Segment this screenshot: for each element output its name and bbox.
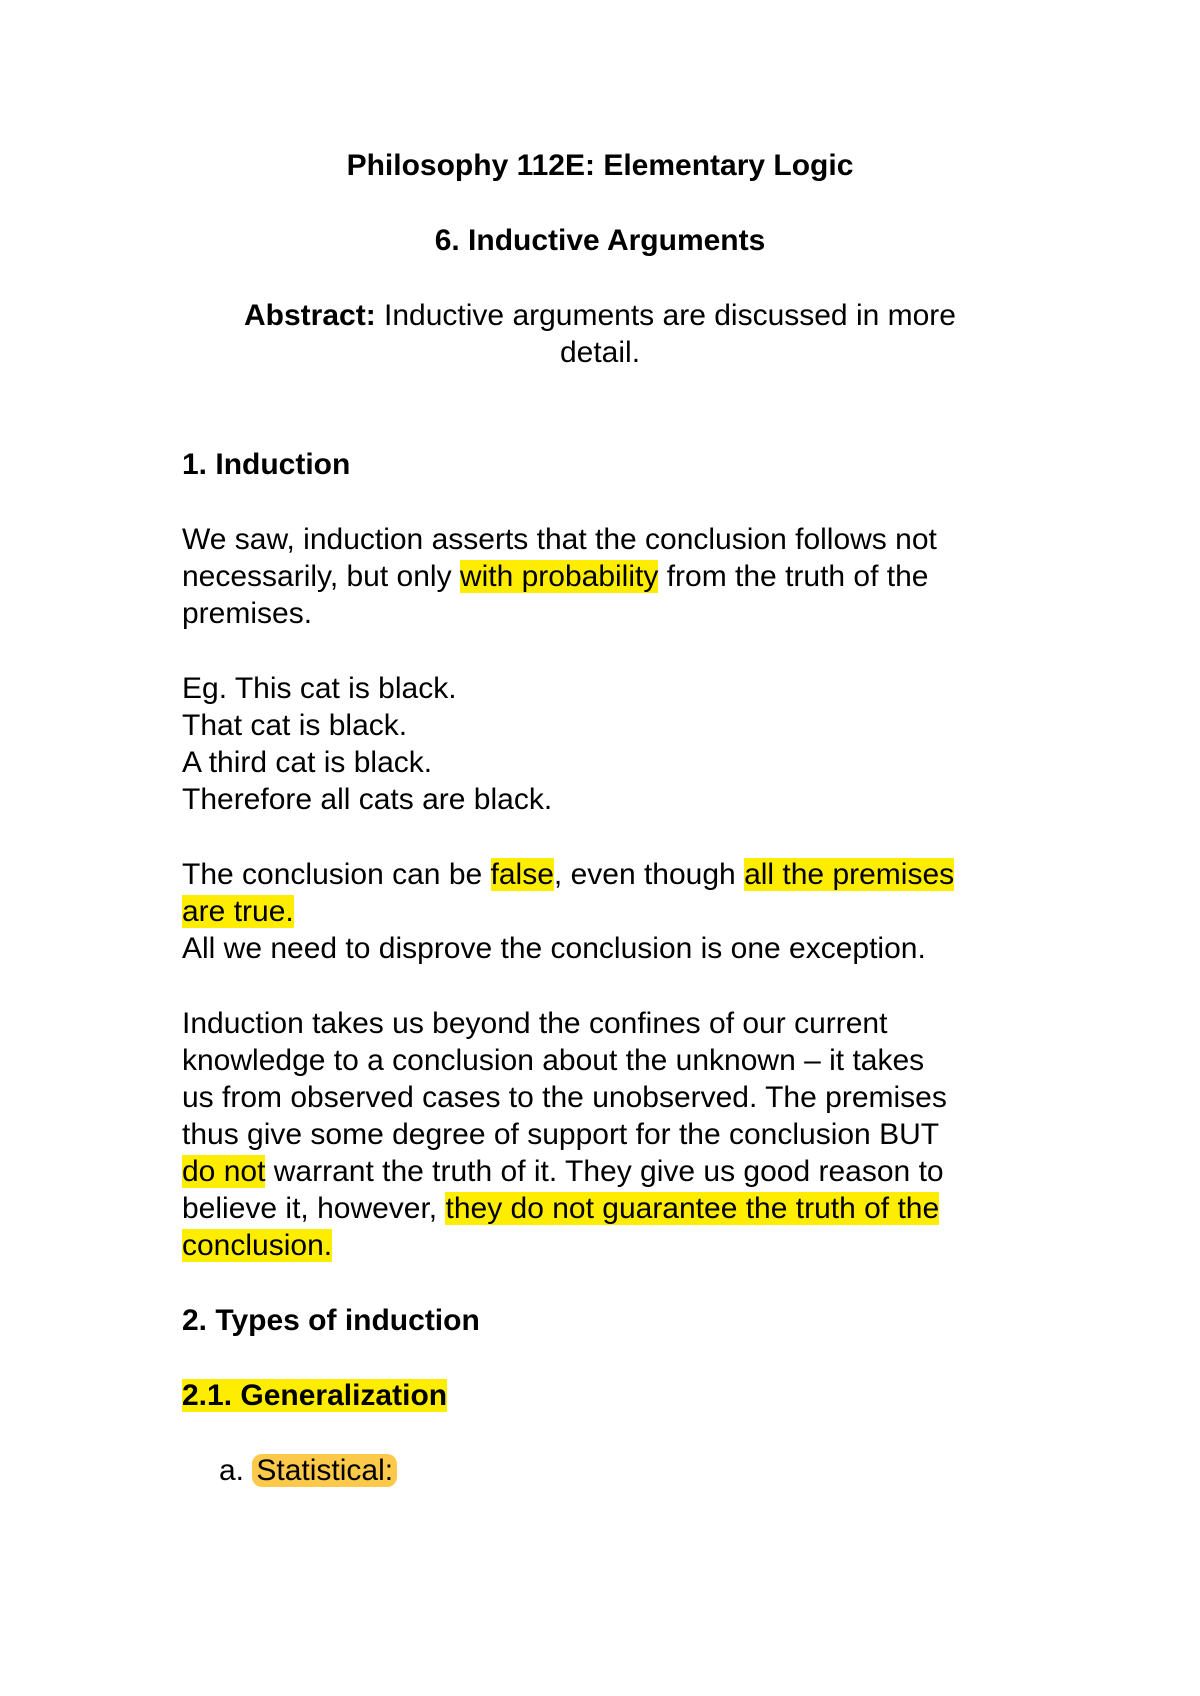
subsection-heading-generalization bbox=[182, 1377, 447, 1414]
text-run: warrant the truth of it. They give us good reason to bbox=[265, 1155, 944, 1188]
highlight-with-probability: with probability bbox=[459, 560, 659, 593]
paragraph-line: thus give some degree of support for the conclusion BUT bbox=[182, 1118, 940, 1151]
paragraph-line: us from observed cases to the unobserved. The premises bbox=[182, 1081, 947, 1114]
section-heading-induction: 1. Induction bbox=[182, 448, 351, 481]
lecture-title: 6. Inductive Arguments bbox=[434, 224, 766, 257]
paragraph-line bbox=[182, 893, 294, 930]
paragraph-line bbox=[182, 1190, 939, 1227]
list-marker: a. bbox=[219, 1454, 245, 1487]
paragraph-line: All we need to disprove the conclusion is one exception. bbox=[182, 932, 926, 965]
highlight-do-not: do not bbox=[182, 1155, 266, 1188]
abstract-line-1 bbox=[0, 297, 1200, 334]
text-run: believe it, however, bbox=[182, 1192, 446, 1225]
highlight-statistical: Statistical: bbox=[252, 1454, 397, 1487]
highlight-do-not-guarantee: they do not guarantee the truth of the bbox=[445, 1192, 940, 1225]
abstract-line-2: detail. bbox=[559, 336, 641, 369]
highlight-conclusion: conclusion. bbox=[182, 1229, 333, 1262]
text-run: The conclusion can be bbox=[182, 858, 491, 891]
example-line: Eg. This cat is black. bbox=[182, 672, 457, 705]
abstract-text: Inductive arguments are discussed in more bbox=[375, 299, 956, 332]
paragraph-line: Induction takes us beyond the confines of our current bbox=[182, 1007, 888, 1040]
highlight-false: false bbox=[490, 858, 554, 891]
paragraph-line: premises. bbox=[182, 597, 313, 630]
highlight-all-the-premises: all the premises bbox=[744, 858, 955, 891]
list-item bbox=[219, 1452, 397, 1489]
paragraph-line bbox=[182, 1153, 944, 1190]
example-line: That cat is black. bbox=[182, 709, 408, 742]
highlight-are-true: are true. bbox=[182, 895, 294, 928]
text-run: from the truth of the bbox=[658, 560, 929, 593]
course-title: Philosophy 112E: Elementary Logic bbox=[346, 149, 854, 182]
section-heading-types: 2. Types of induction bbox=[182, 1304, 480, 1337]
paragraph-line bbox=[182, 856, 954, 893]
paragraph-line bbox=[182, 558, 929, 595]
highlight-generalization: 2.1. Generalization bbox=[182, 1379, 448, 1412]
paragraph-line: We saw, induction asserts that the conclusion follows not bbox=[182, 523, 937, 556]
example-line: A third cat is black. bbox=[182, 746, 433, 779]
paragraph-line: knowledge to a conclusion about the unknown – it takes bbox=[182, 1044, 925, 1077]
text-run: necessarily, but only bbox=[182, 560, 460, 593]
abstract-label: Abstract: bbox=[244, 299, 376, 332]
text-run: , even though bbox=[553, 858, 745, 891]
paragraph-line bbox=[182, 1227, 332, 1264]
example-line: Therefore all cats are black. bbox=[182, 783, 553, 816]
